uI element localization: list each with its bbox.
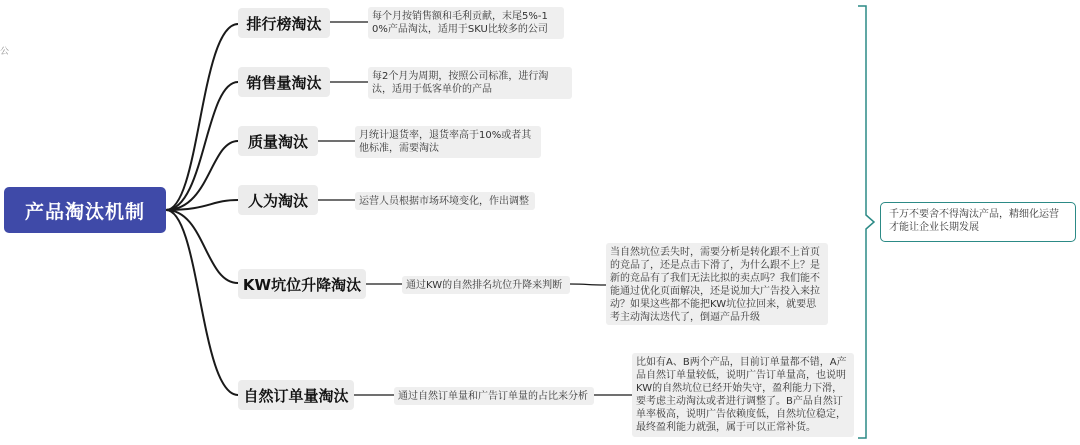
branch-sales-volume[interactable]: 销售量淘汰 bbox=[238, 67, 330, 97]
root-node[interactable]: 产品淘汰机制 bbox=[4, 187, 166, 233]
detail-natural-orders: 比如有A、B两个产品，目前订单量都不错，A产品自然订单量较低，说明广告订单量高，也说明KW的自然坑位已经开始失守，盈利能力下滑，要考虑主动淘汰或者进行调整了。B产品自然订单率极高，说明广告依赖度低，自然坑位稳定，最终盈利能力就强，属于可以正常补货。 bbox=[632, 353, 854, 437]
branch-kw-position[interactable]: KW坑位升降淘汰 bbox=[238, 269, 366, 299]
desc-ranking: 每个月按销售额和毛利贡献，末尾5%-10%产品淘汰，适用于SKU比较多的公司 bbox=[368, 7, 564, 39]
branch-ranking[interactable]: 排行榜淘汰 bbox=[238, 8, 330, 38]
link-root-branch-5 bbox=[166, 210, 238, 395]
link-root-branch-4 bbox=[166, 210, 238, 283]
desc-kw-position: 通过KW的自然排名坑位升降来判断 bbox=[402, 276, 570, 294]
branch-natural-orders[interactable]: 自然订单量淘汰 bbox=[238, 380, 354, 410]
summary-note[interactable]: 千万不要舍不得淘汰产品，精细化运营才能让企业长期发展 bbox=[880, 202, 1076, 242]
branch-quality[interactable]: 质量淘汰 bbox=[238, 126, 318, 156]
desc-quality: 月统计退货率，退货率高于10%或者其他标准，需要淘汰 bbox=[355, 126, 541, 158]
desc-natural-orders: 通过自然订单量和广告订单量的占比来分析 bbox=[394, 387, 594, 405]
summary-bracket bbox=[858, 6, 874, 438]
link-root-branch-0 bbox=[166, 24, 238, 210]
link-desc-detail-4 bbox=[570, 284, 606, 285]
detail-kw-position: 当自然坑位丢失时，需要分析是转化跟不上首页的竞品了，还是点击下滑了，为什么跟不上？是新的竞品有了我们无法比拟的卖点吗？我们能不能通过优化页面解决，还是说加大广告投入来拉动？如果这些都不能把KW坑位拉回来，就要思考主动淘汰迭代了，倒逼产品升级 bbox=[606, 243, 828, 325]
desc-manual: 运营人员根据市场环境变化，作出调整 bbox=[355, 192, 535, 210]
branch-manual[interactable]: 人为淘汰 bbox=[238, 185, 318, 215]
desc-sales-volume: 每2个月为周期，按照公司标准，进行淘汰，适用于低客单价的产品 bbox=[368, 67, 572, 99]
clipped-edge-glyph: 公 bbox=[0, 47, 10, 57]
